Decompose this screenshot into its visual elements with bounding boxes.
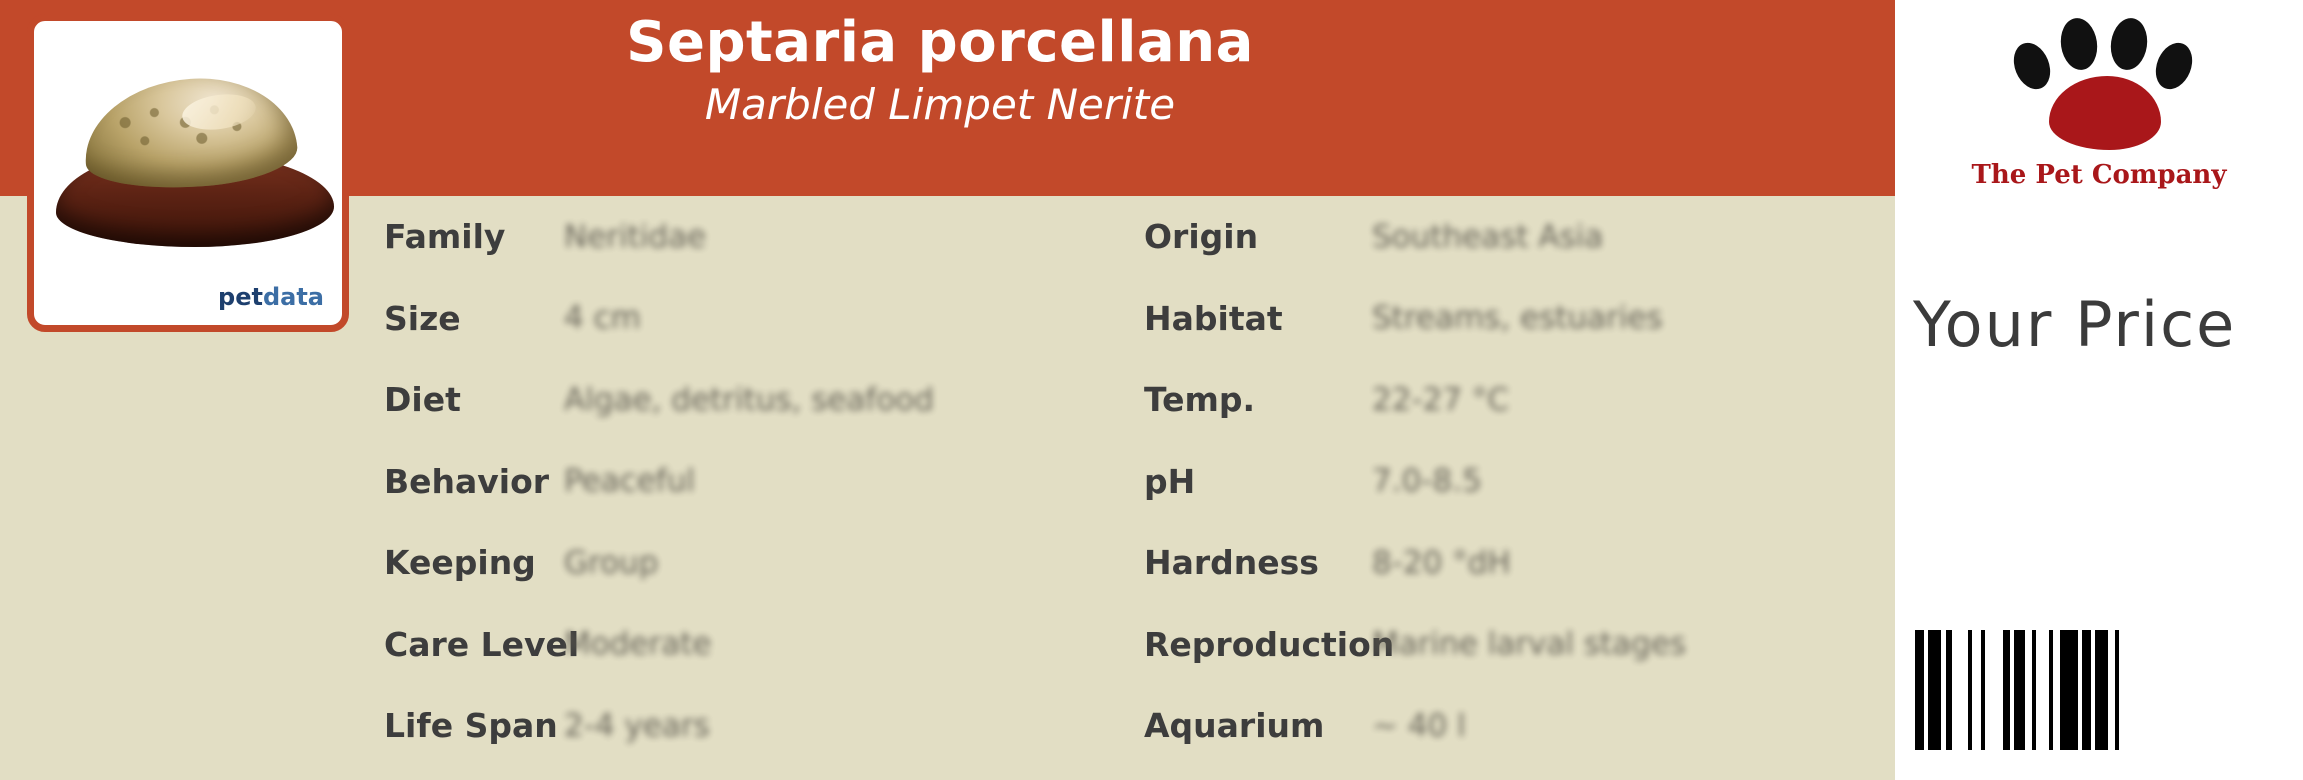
attribute-row [1144,685,1884,767]
barcode-bar [1985,630,2003,750]
price-panel [1895,0,2303,780]
petdata-watermark-pet: pet [218,283,263,311]
attribute-row [1144,522,1884,604]
attribute-row [384,685,1144,767]
attribute-row [384,196,1144,278]
attribute-label: Life Span [384,706,558,746]
attribute-label: Origin [1144,217,1259,257]
attribute-label: Habitat [1144,298,1283,338]
attribute-value: Moderate [564,626,712,663]
attribute-label: Aquarium [1144,706,1325,746]
attribute-value: 22-27 °C [1372,381,1510,418]
attribute-row [1144,278,1884,360]
attribute-row [384,278,1144,360]
attribute-value: 8-20 °dH [1372,544,1511,581]
attribute-value: 2-4 years [564,707,710,744]
attribute-value: Peaceful [564,463,695,500]
attribute-row [1144,441,1884,523]
paw-toe [2007,37,2057,94]
attribute-value: 4 cm [564,300,641,337]
attribute-row [1144,196,1884,278]
barcode-bar [2036,630,2049,750]
attribute-row [384,522,1144,604]
attribute-value: 7.0-8.5 [1372,463,1482,500]
attribute-value: ~ 40 l [1372,707,1466,744]
barcode-bar [1946,630,1953,750]
barcode-bar [2095,630,2108,750]
barcode-bar [2060,630,2078,750]
paw-print-icon [1987,6,2217,176]
barcode-bar [1952,630,1967,750]
attribute-value: Algae, detritus, seafood [564,381,934,418]
barcode-bar [2108,630,2115,750]
paw-toe [2108,16,2151,73]
attribute-label: Reproduction [1144,624,1395,664]
attribute-label: Diet [384,380,461,420]
attribute-row [1144,604,1884,686]
attribute-value: Group [564,544,659,581]
paw-toe [2058,16,2101,73]
barcode-bar [1928,630,1941,750]
attribute-value: Streams, estuaries [1372,300,1663,337]
attribute-row [384,604,1144,686]
barcode-bar [1972,630,1981,750]
attribute-row [1144,359,1884,441]
attribute-label: Hardness [1144,543,1319,583]
brand-name: The Pet Company [1971,160,2227,190]
barcode [1915,630,2283,750]
barcode-bar [2025,630,2032,750]
scientific-name: Septaria porcellana [626,10,1254,75]
attribute-label: Keeping [384,543,536,583]
price-label: Your Price [1913,288,2237,361]
barcode-bar [1915,630,1924,750]
attribute-label: Size [384,298,461,338]
barcode-bar [2082,630,2091,750]
attribute-label: Family [384,217,506,257]
attribute-grid [0,196,1895,780]
attribute-column-left [384,196,1144,767]
title-block [360,10,1520,128]
attribute-value: Neritidae [564,218,707,255]
petdata-watermark-data: data [262,283,324,311]
attribute-label: pH [1144,461,1196,501]
barcode-bar [2053,630,2060,750]
attribute-value: Marine larval stages [1372,626,1687,663]
common-name: Marbled Limpet Nerite [704,80,1176,130]
attribute-label: Temp. [1144,380,1256,420]
barcode-bar [2003,630,2010,750]
attribute-label: Behavior [384,461,550,501]
attribute-row [384,359,1144,441]
barcode-bar [2119,630,2130,750]
paw-toe [2149,37,2199,94]
attribute-row [384,441,1144,523]
paw-pad [2049,76,2161,150]
attribute-column-right [1144,196,1884,767]
attribute-label: Care Level [384,624,580,664]
attribute-value: Southeast Asia [1372,218,1604,255]
barcode-bar [2014,630,2025,750]
